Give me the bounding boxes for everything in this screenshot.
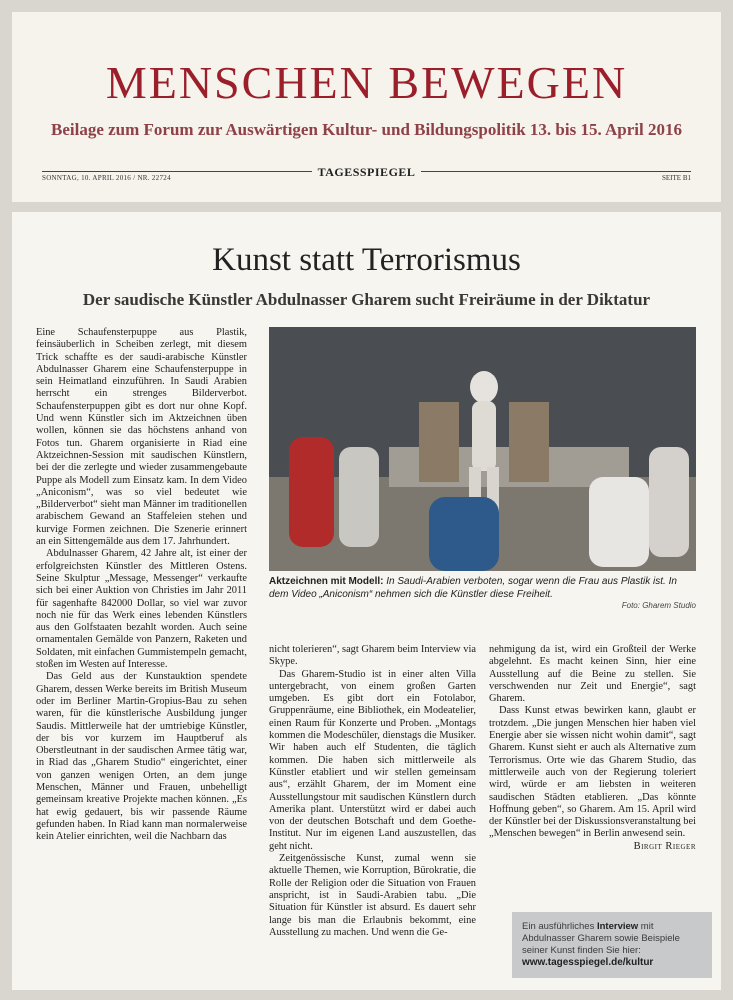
- caption-lead: Aktzeichnen mit Modell:: [269, 576, 384, 587]
- newspaper-logo: [12, 165, 721, 180]
- newspaper-logo-text: TAGESSPIEGEL: [312, 165, 422, 179]
- infobox-text-pre: Ein ausführliches: [522, 921, 597, 932]
- interview-info-box: [512, 912, 712, 978]
- supplement-masthead: [12, 12, 721, 202]
- infobox-text-post: mit Abdulnasser Gharem sowie Beispiele seiner Kunst finden Sie hier:: [522, 921, 680, 956]
- article-subheadline: Der saudische Künstler Abdulnasser Gharem sucht Freiräume in der Diktatur: [82, 290, 651, 309]
- article-page: [12, 212, 721, 990]
- paragraph: Abdulnasser Gharem, 42 Jahre alt, ist einer der erfolgreichsten Künstler des Mittleren Ostens. Seine Skulptur „Message, Messenger“ verkaufte sich bei einer Auktion von Christies im Jahr 2011 für sagenhafte 842000 Dollar, so viel war zuvor noch nie für das Werk eines lebenden Künstlers aus den Golfstaaten bezahlt worden. Auch seine ornamentalen Gemälde von Panzern, Raketen und Soldaten, mit einfachen Gummistempeln gemacht, stoßen im Westen auf Interesse.: [36, 548, 247, 671]
- article-column-3: [489, 644, 696, 853]
- issue-date: SONNTAG, 10. APRIL 2016 / NR. 22724: [42, 174, 171, 182]
- author-byline: Birgit Rieger: [633, 840, 696, 852]
- page-number: SEITE B1: [662, 174, 691, 182]
- paragraph: nehmigung da ist, wird ein Großteil der Werke abgelehnt. Es macht keinen Sinn, hier eine Ausstellung auf die Beine zu stellen. Sie verschwenden nur Zeit und Energie“, sagt Gharem.: [489, 644, 696, 705]
- photo-credit: Foto: Gharem Studio: [621, 601, 696, 610]
- paragraph: Das Geld aus der Kunstauktion spendete Gharem, dessen Werke bereits im British Museum oder im Berliner Martin-Gropius-Bau zu sehen waren, für die künstlerische Ausbildung junger Saudis. Mittlerweile hat der umtriebige Künstler, der bis vor kurzem im Hauptberuf als Oberstleutnant in der saudischen Armee tätig war, in Riad das „Gharem Studio“ eingerichtet, einer von ganzen wenigen Orten, an dem junge Menschen, Männer und Frauen, unbehelligt gemeinsam kreative Projekte machen können. „Es hat ewig gedauert, bis wir passende Räume gefunden haben. In Riad kann man normalerweise kein Atelier einrichten, weil die Nachbarn das: [36, 671, 247, 843]
- paragraph: Eine Schaufensterpuppe aus Plastik, feinsäuberlich in Scheiben zerlegt, mit diesem Trick schaffte es der saudi-arabische Künstler Abdulnasser Gharem eine Schaufensterpuppe in sein Heimatland einzuführen. In Saudi Arabien herrscht ein strenges Bilderverbot. Schaufensterpuppen gibt es dort nur ohne Kopf. Und wenn Künstler sich im Aktzeichnen üben wollen, können sie das höchstens anhand von Fotos tun. Gharem organisierte in Riad eine Aktzeichnen-Session mit saudischen Künstlern, bei der die zerlegte und wieder zusammengebaute Puppe als Modell zum Einsatz kam. In dem Video „Aniconism“, was so viel bedeutet wie „Bilderverbot“ sieht man Männer im traditionellen arabischem Gewand an Staffeleien stehen und kurvige Formen zeichnen. Die Szenerie erinnert an ein Sittengemälde aus dem 17. Jahrhundert.: [36, 327, 247, 548]
- paragraph: Zeitgenössische Kunst, zumal wenn sie aktuelle Themen, wie Korruption, Bürokratie, die Rolle der Religion oder die Situation von Frauen anspricht, ist in Saudi-Arabien tabu. „Die Situation für Künstler ist absurd. Es dauert sehr lange bis man die Erlaubnis bekommt, eine Ausstellung zu machen. Und wenn die Ge-: [269, 853, 476, 938]
- photo-caption: [269, 576, 696, 601]
- caption-text: In Saudi-Arabien verboten, sogar wenn die Frau aus Plastik ist. In dem Video „Aniconism“ nehmen sich die Künstler diese Freiheit.: [269, 576, 677, 600]
- article-photo: [269, 327, 696, 571]
- article-column-2: [269, 644, 476, 939]
- supplement-subtitle: Beilage zum Forum zur Auswärtigen Kultur- und Bildungspolitik 13. bis 15. April 2016: [51, 120, 682, 139]
- paragraph: Das Gharem-Studio ist in einer alten Villa untergebracht, von einem großen Garten umgeben. Es gibt dort ein Fotolabor, Gruppenräume, eine Bibliothek, ein Modeatelier, einen Raum für Konzerte und Proben. „Montags kommen die Modeschüler, dienstags die Musiker. Wir haben auch elf Studenten, die täglich kommen. Die haben sich mittlerweile als Künstler etabliert und wir stellen gemeinsam aus“, erzählt Gharem, der im Moment eine Ausstellungstour mit saudischen Künstlern durch Amerika plant. Unterstützt wird er dabei auch von der deutschen Botschaft und dem Goethe-Institut. Nur im eigenen Land auszustellen, das geht nicht.: [269, 668, 476, 852]
- paragraph: Dass Kunst etwas bewirken kann, glaubt er trotzdem. „Die jungen Menschen hier haben viel Energie aber sie wissen nicht wohin damit“, sagt Gharem. Kunst sieht er auch als Alternative zum Terrorismus. Orte wie das Gharem Studio, das mittlerweile auch von der Regierung toleriert wird, würde er am liebsten in weiteren saudischen Städten etablieren. „Das könnte Hoffnung geben“, so Gharem. Am 15. April wird der Künstler bei der Diskussionsveranstaltung bei „Menschen bewegen“ in Berlin anwesend sein.: [489, 705, 696, 840]
- supplement-title: MENSCHEN BEWEGEN: [105, 57, 628, 108]
- photo-illustration: [269, 327, 696, 571]
- article-headline: Kunst statt Terrorismus: [212, 242, 521, 278]
- infobox-url[interactable]: www.tagesspiegel.de/kultur: [522, 957, 654, 968]
- paragraph: nicht tolerieren“, sagt Gharem beim Interview via Skype.: [269, 644, 476, 668]
- article-column-1: [36, 327, 247, 843]
- infobox-text-bold: Interview: [596, 921, 639, 932]
